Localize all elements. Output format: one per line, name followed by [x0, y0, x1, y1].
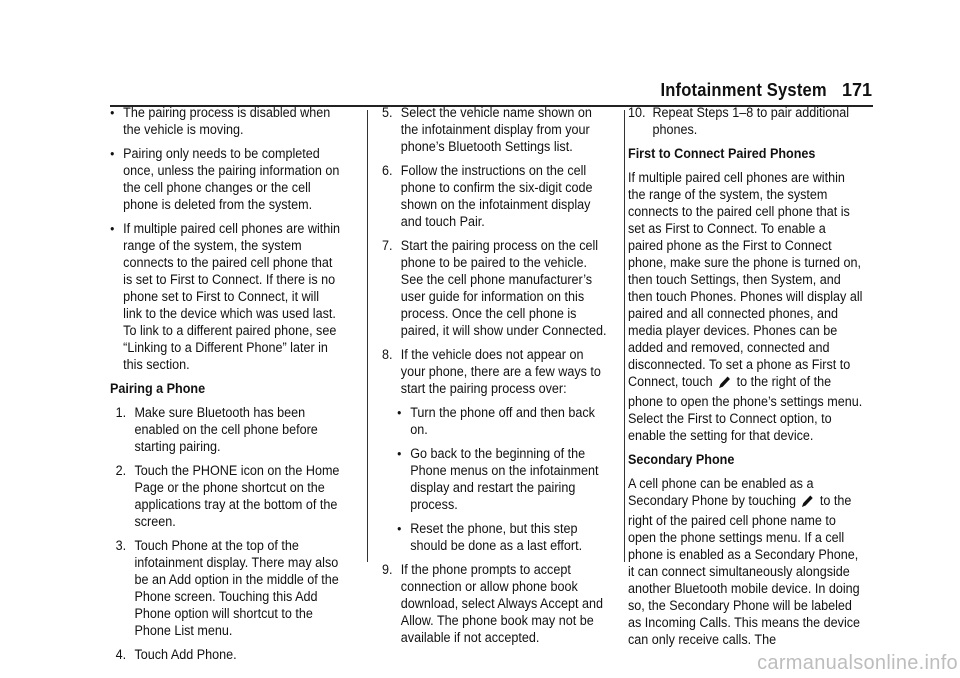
numbered-step — [110, 537, 340, 639]
step-number: 6. — [382, 163, 393, 178]
column-divider — [367, 110, 368, 562]
step-text: Touch Phone at the top of the infotainment display. There may also be an Add option in the middle of the Phone screen. Touching this Add Phone option will shortcut to the Phone List menu. — [134, 538, 339, 638]
sub-bullet-item: ● Reset the phone, but this step should be done as a last effort. — [382, 520, 608, 554]
step-text: Make sure Bluetooth has been enabled on the cell phone before starting pairing. — [134, 405, 318, 454]
step-text: If the phone prompts to accept connection or allow phone book download, select Always Accept and Allow. The phone book may not be available if not accepted. — [400, 562, 604, 645]
step-number: 4. — [115, 647, 127, 662]
step-text: Touch the PHONE icon on the Home Page or the phone shortcut on the applications tray at the bottom of the screen. — [134, 463, 340, 529]
bullet-item: ● If multiple paired cell phones are within range of the system, the system connects to the paired cell phone that is set to First to Connect. If there is no phone set to First to Connect, it will link to the device which was used last. To link to a different paired phone, see “Linking to a Different Phone” later in this section. — [110, 220, 340, 373]
paragraph-text: If multiple paired cell phones are within the range of the system, the system connects to the paired cell phone that is set as First to Connect. To enable a paired phone as the First to Connect phone, make sure the phone is turned on, then touch Settings, then System, and then touch Phones. Phones will display all paired and all connected phones, and media player devices. Phones can be added and removed, connected and disconnected. To set a phone as First to Connect, touch — [628, 170, 863, 389]
step-text: If the vehicle does not appear on your phone, there are a few ways to start the pairing process over: — [400, 347, 601, 396]
step-text: Touch Add Phone. — [134, 647, 237, 662]
column-divider — [624, 110, 625, 562]
step-text: Start the pairing process on the cell phone to be paired to the vehicle. See the cell phone manufacturer’s user guide for information on this process. Once the cell phone is paired, it will show under Connected. — [400, 238, 607, 338]
sub-bullet-item: ● Turn the phone off and then back on. — [382, 404, 608, 438]
paragraph-text: A cell phone can be enabled as a Secondary Phone by touching — [628, 476, 814, 508]
step-number: 5. — [382, 105, 393, 120]
subheading: Pairing a Phone — [110, 381, 206, 396]
numbered-step — [110, 646, 340, 663]
step-number: 10. — [628, 105, 646, 120]
section-title: Infotainment System — [660, 80, 827, 100]
paragraph — [628, 475, 863, 648]
numbered-step — [382, 104, 608, 155]
numbered-step — [382, 346, 608, 397]
step-number: 3. — [115, 538, 127, 553]
step-number: 2. — [115, 463, 127, 478]
step-number: 8. — [382, 347, 393, 362]
numbered-step — [110, 462, 340, 530]
subheading: Secondary Phone — [628, 452, 735, 467]
step-text: Select the vehicle name shown on the infotainment display from your phone’s Bluetooth Settings list. — [400, 105, 592, 154]
pencil-icon — [718, 375, 731, 393]
numbered-step — [628, 104, 863, 138]
bullet-item: ● Pairing only needs to be completed once, unless the pairing information on the cell phone changes or the cell phone is deleted from the system. — [110, 145, 340, 213]
sub-bullet-item: ● Go back to the beginning of the Phone menus on the infotainment display and restart the pairing process. — [382, 445, 608, 513]
step-text: Repeat Steps 1–8 to pair additional phones. — [652, 105, 850, 137]
column-1 — [110, 104, 355, 670]
column-3 — [628, 104, 878, 655]
numbered-step — [382, 561, 608, 646]
step-number: 7. — [382, 238, 393, 253]
paragraph-text: to the right of the phone to open the phone’s settings menu. Select the First to Connect option, to enable the setting for that device. — [628, 374, 863, 443]
paragraph — [628, 169, 863, 444]
numbered-step — [382, 162, 608, 230]
numbered-step — [382, 237, 608, 339]
subheading: First to Connect Paired Phones — [628, 146, 816, 161]
step-number: 9. — [382, 562, 393, 577]
numbered-step — [110, 404, 340, 455]
watermark: carmanualsonline.info — [757, 652, 958, 674]
step-number: 1. — [115, 405, 127, 420]
step-text: Follow the instructions on the cell phone to confirm the six-digit code shown on the infotainment display and touch Pair. — [400, 163, 593, 229]
column-2 — [382, 104, 622, 653]
page-number: 171 — [841, 80, 872, 100]
bullet-item: ● The pairing process is disabled when the vehicle is moving. — [110, 104, 340, 138]
paragraph-text: to the right of the paired cell phone name to open the phone settings menu. If a cell phone is enabled as a Secondary Phone, it can connect simultaneously alongside another Bluetooth mobile device. In doing so, the Secondary Phone will be labeled as Incoming Calls. This means the device can only receive calls. The — [628, 493, 861, 647]
pencil-icon — [801, 494, 814, 512]
